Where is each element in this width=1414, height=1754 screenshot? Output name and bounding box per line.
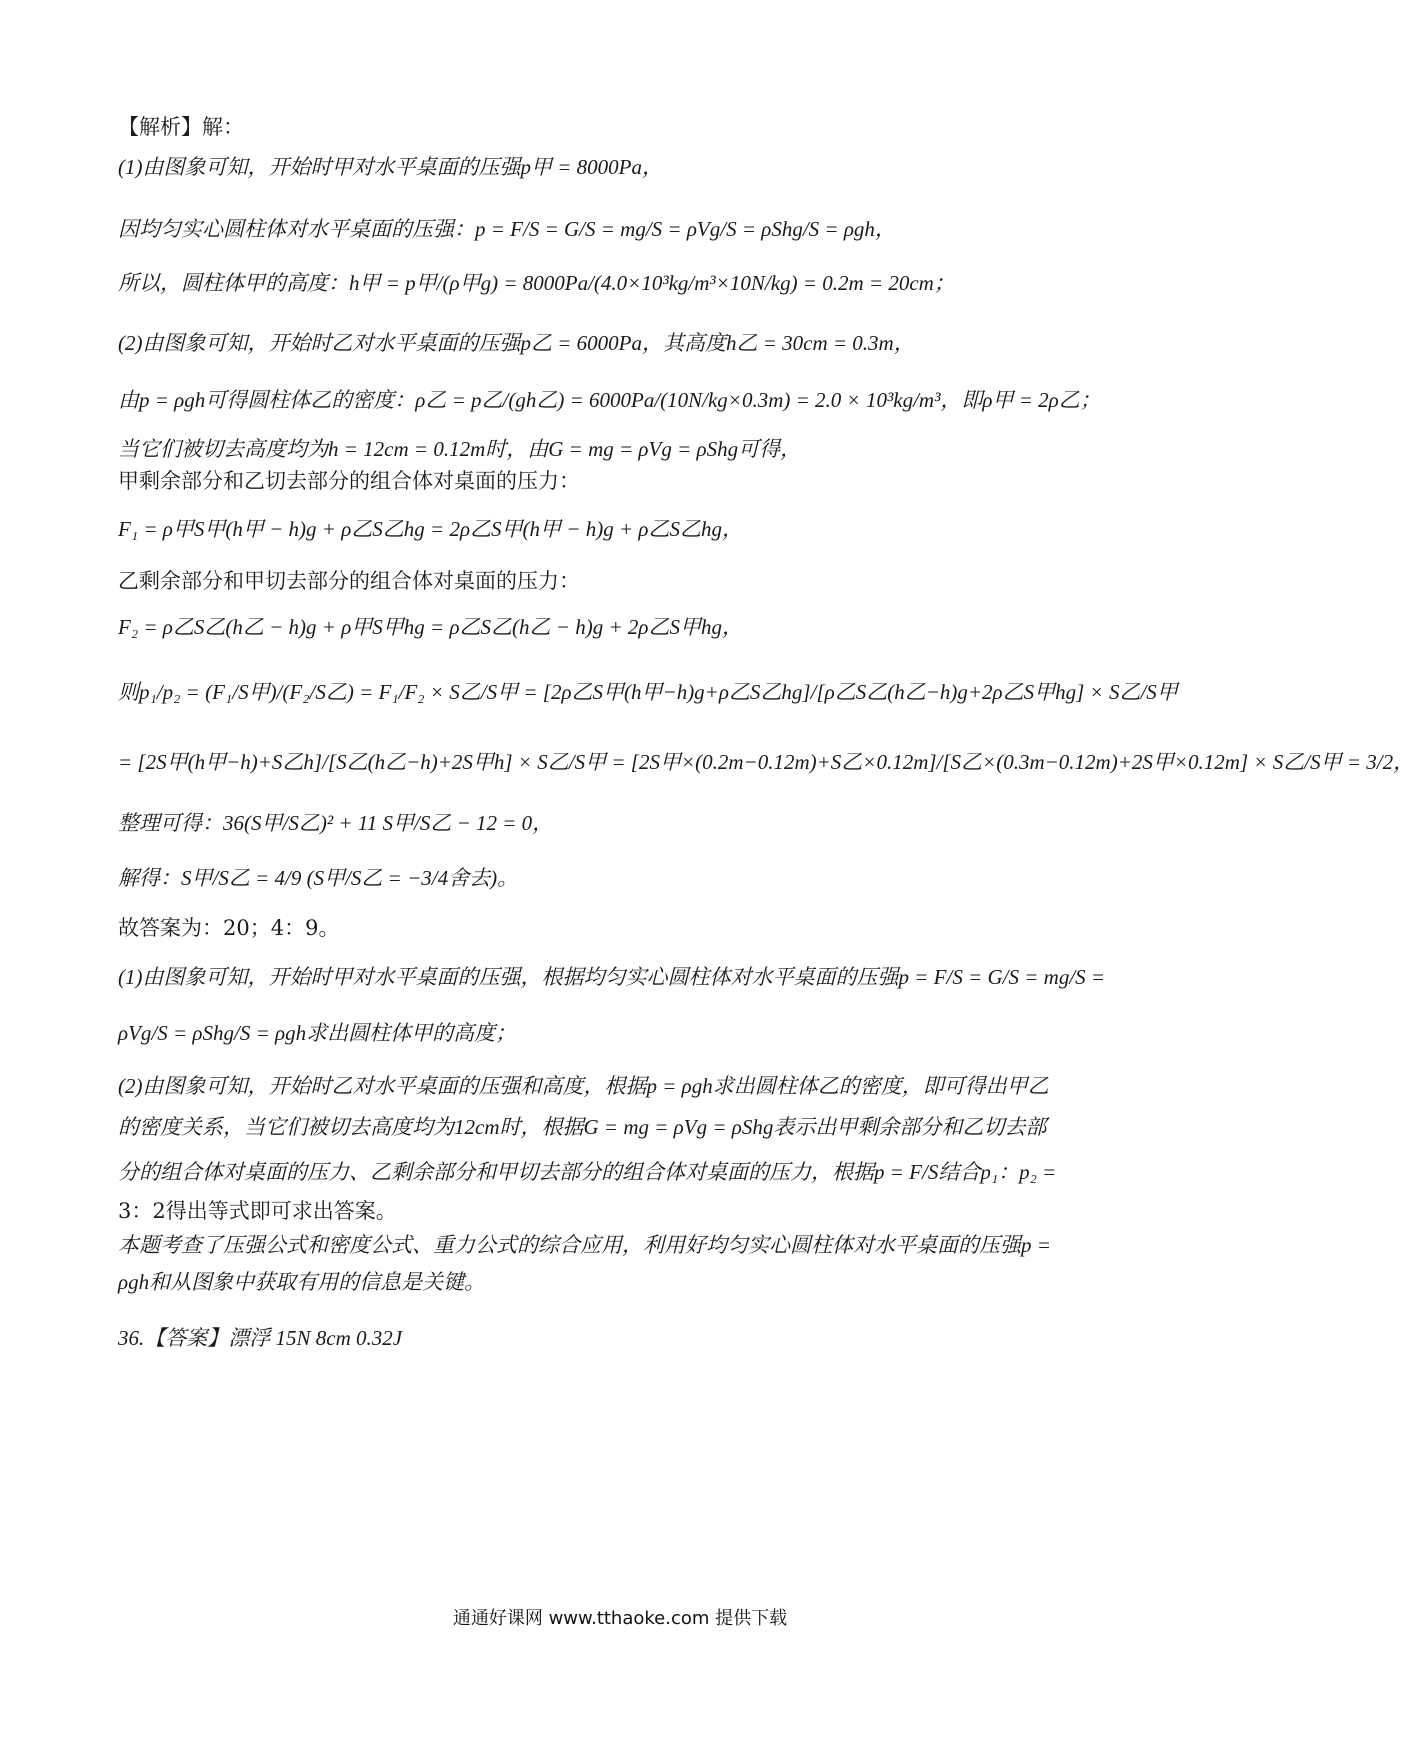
text-line: (1)由图象可知，开始时甲对水平桌面的压强，根据均匀实心圆柱体对水平桌面的压强p = F/S = G/S = mg/S =: [118, 965, 1106, 989]
formula-line: F₂ = ρ乙S乙(h乙 − h)g + ρ甲S甲hg = ρ乙S乙(h乙 − h)g + 2ρ乙S甲hg，: [118, 615, 743, 639]
text-line: 的密度关系，当它们被切去高度均为12cm时，根据G = mg = ρVg = ρShg表示出甲剩余部分和乙切去部: [118, 1115, 1047, 1139]
text-line: 3：2得出等式即可求出答案。: [118, 1199, 397, 1223]
formula-line: 解得：S甲/S乙 = 4/9 (S甲/S乙 = −3/4舍去)。: [118, 866, 519, 890]
text-line: 本题考查了压强公式和密度公式、重力公式的综合应用，利用好均匀实心圆柱体对水平桌面的压强p =: [118, 1233, 1051, 1257]
page-footer: 通通好课网 www.tthaoke.com 提供下载: [452, 1608, 788, 1629]
answer-line: 故答案为：20；4：9。: [118, 916, 340, 940]
formula-line: F₁ = ρ甲S甲(h甲 − h)g + ρ乙S乙hg = 2ρ乙S甲(h甲 − h)g + ρ乙S乙hg，: [118, 517, 743, 541]
text-line: 当它们被切去高度均为h = 12cm = 0.12m时，由G = mg = ρVg = ρShg可得，: [118, 437, 802, 461]
text-line: 甲剩余部分和乙切去部分的组合体对桌面的压力：: [118, 469, 580, 493]
question-36-answer: 36.【答案】漂浮 15N 8cm 0.32J: [118, 1326, 403, 1350]
text-line: (2)由图象可知，开始时乙对水平桌面的压强和高度，根据p = ρgh求出圆柱体乙的密度，即可得出甲乙: [118, 1074, 1049, 1098]
text-line: ρgh和从图象中获取有用的信息是关键。: [118, 1270, 486, 1294]
formula-line: = [2S甲(h甲−h)+S乙h]/[S乙(h乙−h)+2S甲h] × S乙/S甲 = [2S甲×(0.2m−0.12m)+S乙×0.12m]/[S乙×(0.3m−0.12m)+2S甲×0.12m] × S乙/S甲 = 3/2，: [118, 750, 1414, 774]
formula-line: ρVg/S = ρShg/S = ρgh求出圆柱体甲的高度；: [118, 1021, 517, 1045]
text-line: (2)由图象可知，开始时乙对水平桌面的压强p乙 = 6000Pa，其高度h乙 = 30cm = 0.3m，: [118, 331, 915, 355]
formula-line: 因均匀实心圆柱体对水平桌面的压强：p = F/S = G/S = mg/S = ρVg/S = ρShg/S = ρgh，: [118, 217, 896, 241]
text-line: 乙剩余部分和甲切去部分的组合体对桌面的压力：: [118, 569, 580, 593]
text-line: 分的组合体对桌面的压力、乙剩余部分和甲切去部分的组合体对桌面的压力，根据p = F/S结合p₁：p₂ =: [118, 1160, 1057, 1184]
formula-line: 则p₁/p₂ = (F₁/S甲)/(F₂/S乙) = F₁/F₂ × S乙/S甲 = [2ρ乙S甲(h甲−h)g+ρ乙S乙hg]/[ρ乙S乙(h乙−h)g+2ρ乙S甲hg] × S乙/S甲: [118, 680, 1178, 704]
text-line: (1)由图象可知，开始时甲对水平桌面的压强p甲 = 8000Pa，: [118, 155, 663, 179]
analysis-heading: 【解析】解：: [118, 115, 244, 139]
formula-line: 由p = ρgh可得圆柱体乙的密度：ρ乙 = p乙/(gh乙) = 6000Pa/(10N/kg×0.3m) = 2.0 × 10³kg/m³，即ρ甲 = 2ρ乙；: [118, 388, 1101, 412]
formula-line: 整理可得：36(S甲/S乙)² + 11 S甲/S乙 − 12 = 0，: [118, 811, 554, 835]
formula-line: 所以，圆柱体甲的高度：h甲 = p甲/(ρ甲g) = 8000Pa/(4.0×10³kg/m³×10N/kg) = 0.2m = 20cm；: [118, 271, 955, 295]
